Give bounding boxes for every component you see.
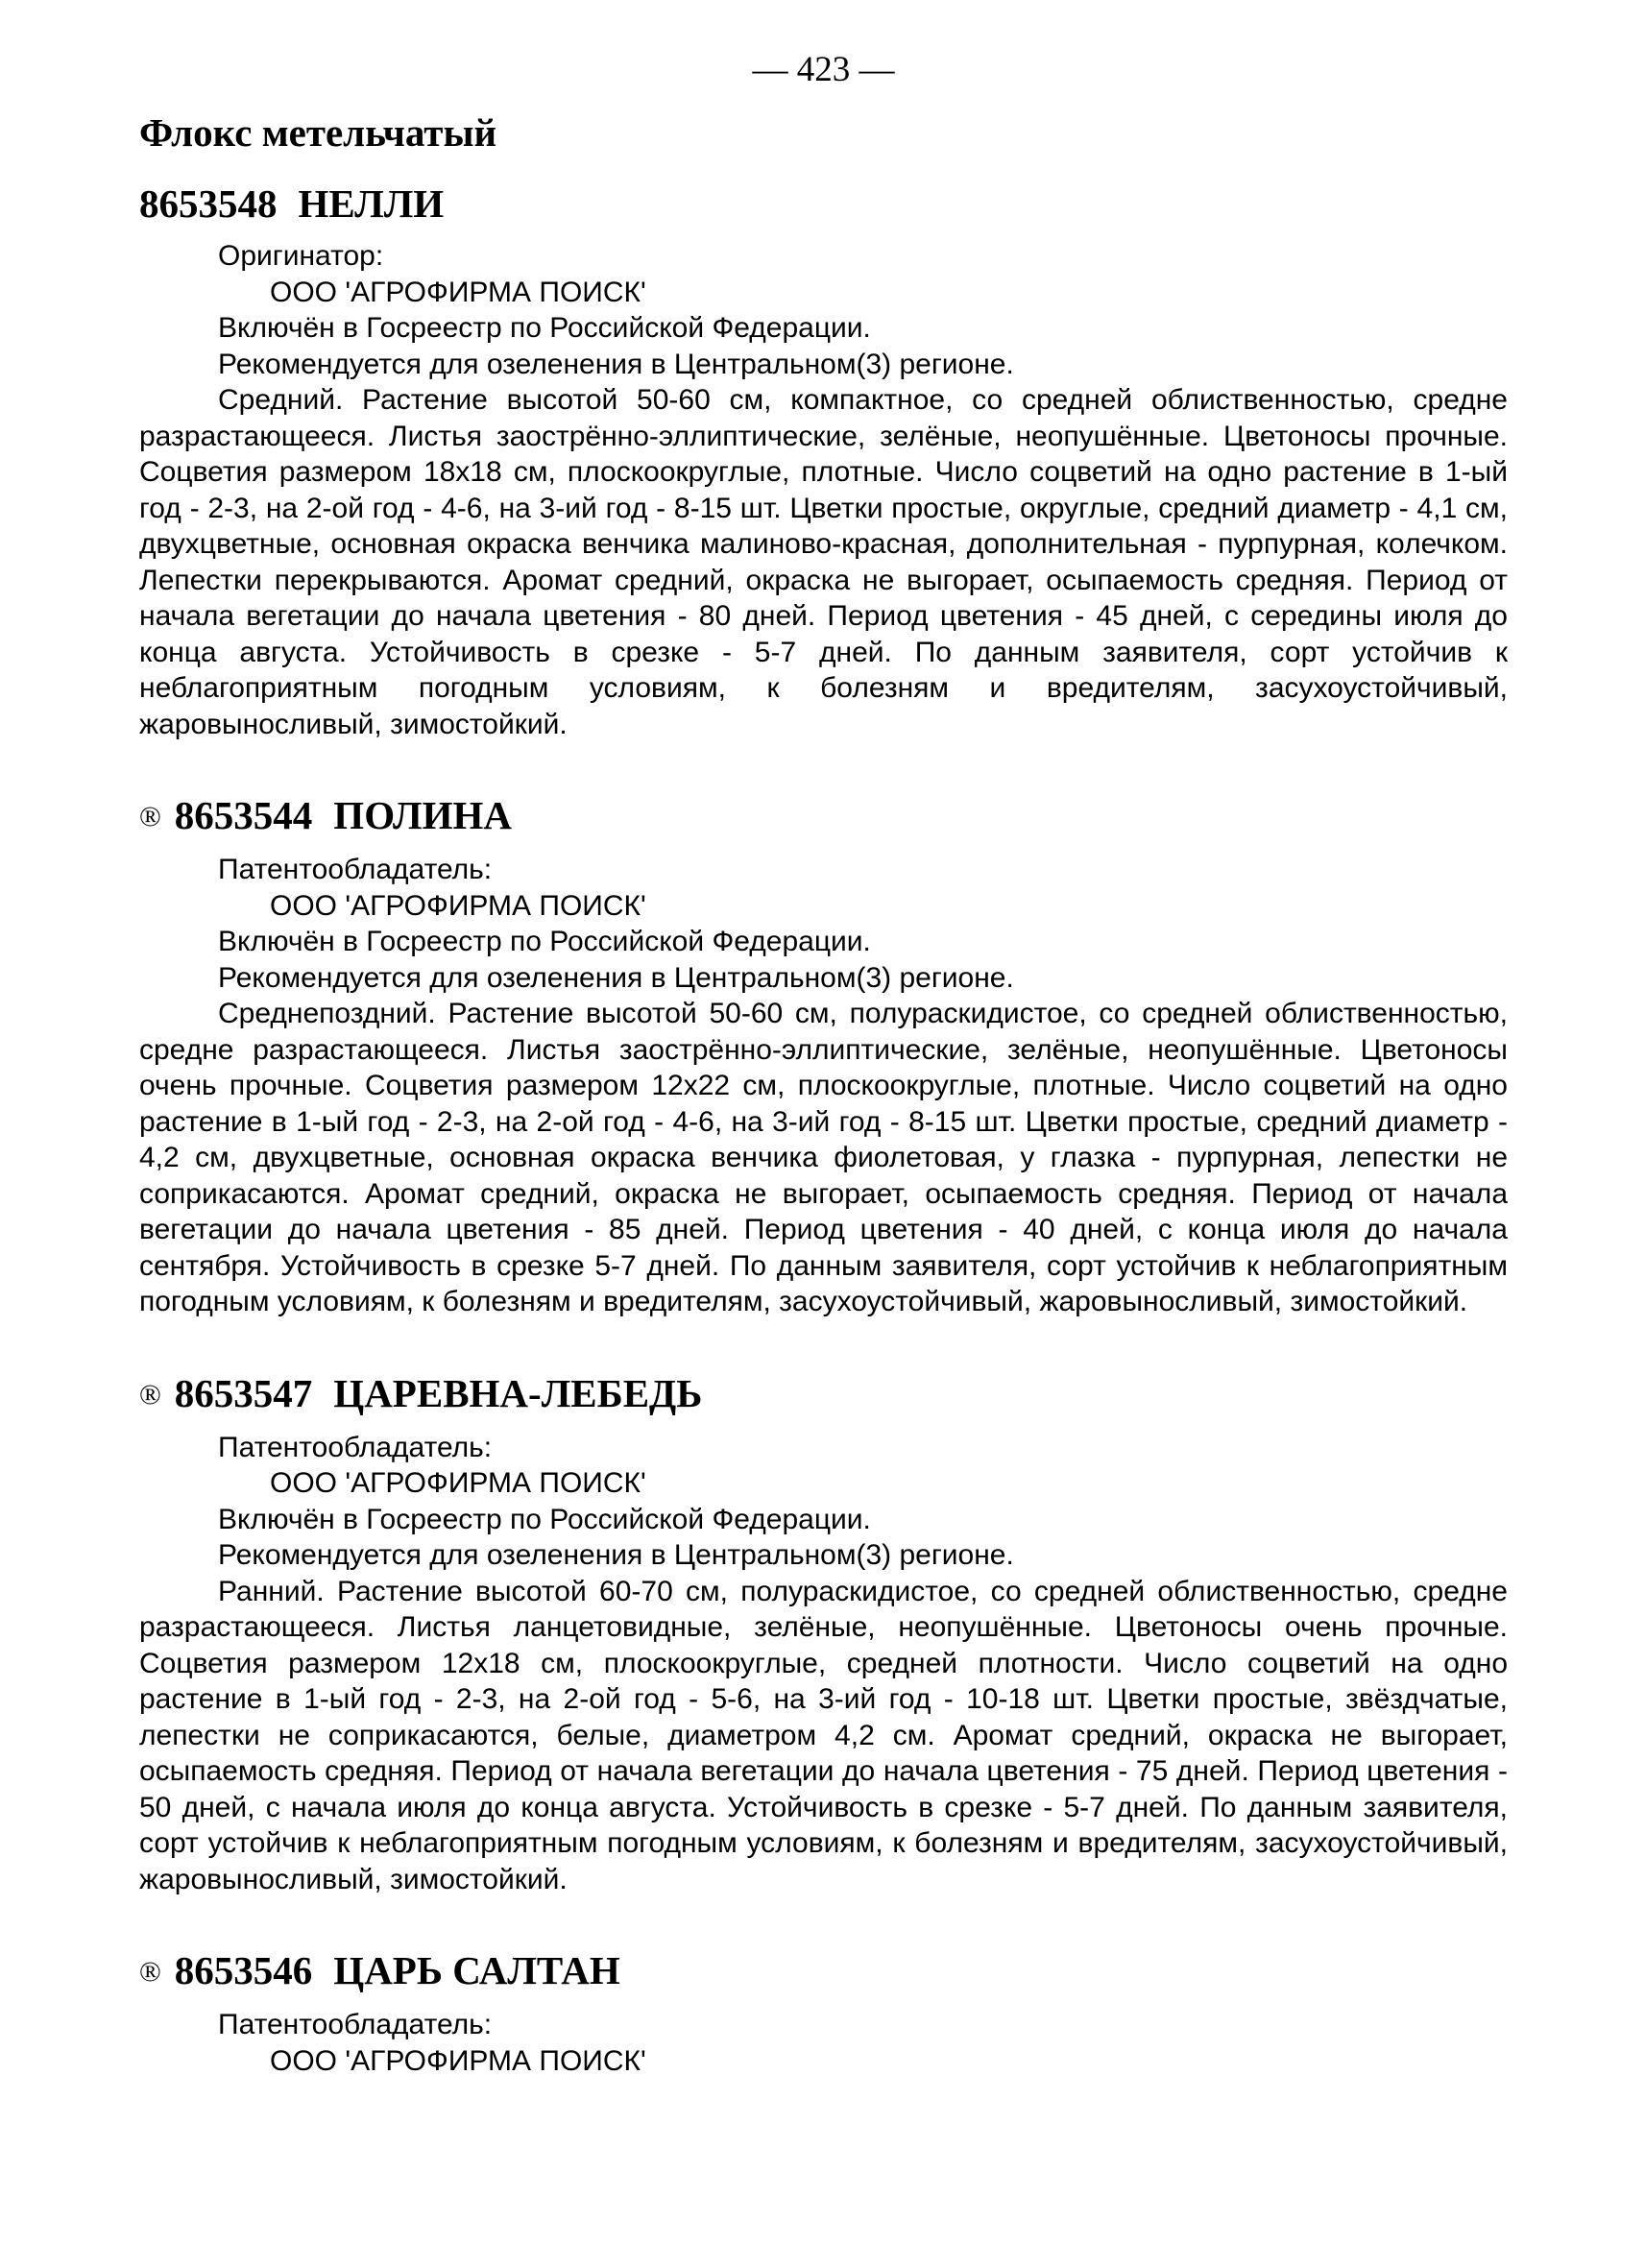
variety-code: 8653546 [174, 1948, 313, 1992]
region-recommendation: Рекомендуется для озеленения в Центральном(3) регионе. [218, 1539, 1014, 1571]
registry-status: Включён в Госреестр по Российской Федерации. [218, 312, 871, 344]
registry-status: Включён в Госреестр по Российской Федерации. [218, 1503, 871, 1535]
entry-header [139, 1945, 1508, 1997]
variety-entry-tsarevna-lebed [139, 1368, 1508, 1898]
holder-organization: ООО 'АГРОФИРМА ПОИСК' [270, 1467, 646, 1499]
registered-trademark-icon: ® [139, 1956, 161, 1988]
holder-role: Оригинатор: [218, 240, 384, 272]
page-number: — 423 — [752, 50, 895, 89]
document-page [139, 46, 1508, 2079]
variety-code: 8653548 [139, 181, 278, 226]
entry-header [139, 1368, 1508, 1420]
holder-role: Патентообладатель: [218, 1431, 493, 1463]
entry-header [139, 179, 1508, 229]
registry-status: Включён в Госреестр по Российской Федерации. [218, 926, 871, 957]
region-recommendation: Рекомендуется для озеленения в Центральном(3) регионе. [218, 348, 1014, 380]
variety-name: ПОЛИНА [333, 793, 512, 837]
registered-trademark-icon: ® [139, 801, 161, 832]
variety-description: Ранний. Растение высотой 60-70 см, полураскидистое, со средней облиственностью, средне разрастающееся. Листья ланцетовидные, зелёные, неопушённые. Цветоносы очень прочные. Соцветия размером 12х18 см, плоскоокруглые, средней плотности. Число соцветий на одно растение в 1-ый год - 2-3, на 2-ой год - 5-6, на 3-ий год - 10-18 шт. Цветки простые, звёздчатые, лепестки не соприкасаются, белые, диаметром 4,2 см. Аромат средний, окраска не выгорает, осыпаемость средняя. Период от начала вегетации до начала цветения - 75 дней. Период цветения - 50 дней, с начала июля до конца августа. Устойчивость в срезке - 5-7 дней. По данным заявителя, сорт устойчив к неблагоприятным погодным условиям, к болезням и вредителям, засухоустойчивый, жаровыносливый, зимостойкий. [139, 1575, 1508, 1895]
variety-code: 8653547 [174, 1370, 313, 1415]
region-recommendation: Рекомендуется для озеленения в Центральном(3) регионе. [218, 961, 1014, 994]
holder-organization: ООО 'АГРОФИРМА ПОИСК' [270, 889, 646, 922]
variety-name: НЕЛЛИ [298, 181, 445, 226]
holder-organization: ООО 'АГРОФИРМА ПОИСК' [270, 276, 646, 308]
variety-code: 8653544 [174, 793, 313, 837]
variety-entry-tsar-saltan [139, 1945, 1508, 2079]
variety-description: Среднепоздний. Растение высотой 50-60 см, полураскидистое, со средней облиственностью, средне разрастающееся. Листья заострённо-эллиптические, зелёные, неопушённые. Цветоносы очень прочные. Соцветия размером 12х22 см, плоскоокруглые, плотные. Число соцветий на одно растение в 1-ый год - 2-3, на 2-ой год - 4-6, на 3-ий год - 8-15 шт. Цветки простые, средний диаметр - 4,2 см, двухцветные, основная окраска венчика фиолетовая, у глазка - пурпурная, лепестки не соприкасаются. Аромат средний, окраска не выгорает, осыпаемость средняя. Период от начала вегетации до начала цветения - 85 дней. Период цветения - 40 дней, с конца июля до начала сентября. Устойчивость в срезке 5-7 дней. По данным заявителя, сорт устойчив к неблагоприятным погодным условиям, к болезням и вредителям, засухоустойчивый, жаровыносливый, зимостойкий. [139, 998, 1508, 1317]
holder-role: Патентообладатель: [218, 2009, 493, 2040]
section-title: Флокс метельчатый [139, 110, 497, 155]
variety-name: ЦАРЕВНА-ЛЕБЕДЬ [333, 1370, 703, 1415]
variety-name: ЦАРЬ САЛТАН [333, 1948, 620, 1992]
holder-organization: ООО 'АГРОФИРМА ПОИСК' [270, 2044, 646, 2077]
entry-header [139, 790, 1508, 842]
variety-description: Средний. Растение высотой 50-60 см, компактное, со средней облиственностью, средне разрастающееся. Листья заострённо-эллиптические, зелёные, неопушённые. Цветоносы прочные. Соцветия размером 18х18 см, плоскоокруглые, плотные. Число соцветий на одно растение в 1-ый год - 2-3, на 2-ой год - 4-6, на 3-ий год - 8-15 шт. Цветки простые, округлые, средний диаметр - 4,1 см, двухцветные, основная окраска венчика малиново-красная, дополнительная - пурпурная, колечком. Лепестки перекрываются. Аромат средний, окраска не выгорает, осыпаемость средняя. Период от начала вегетации до начала цветения - 80 дней. Период цветения - 45 дней, с середины июля до конца августа. Устойчивость в срезке - 5-7 дней. По данным заявителя, сорт устойчив к неблагоприятным погодным условиям, к болезням и вредителям, засухоустойчивый, жаровыносливый, зимостойкий. [139, 384, 1508, 740]
variety-entry-polina [139, 790, 1508, 1320]
variety-entry-nelli [139, 179, 1508, 742]
holder-role: Патентообладатель: [218, 854, 493, 885]
registered-trademark-icon: ® [139, 1378, 161, 1411]
